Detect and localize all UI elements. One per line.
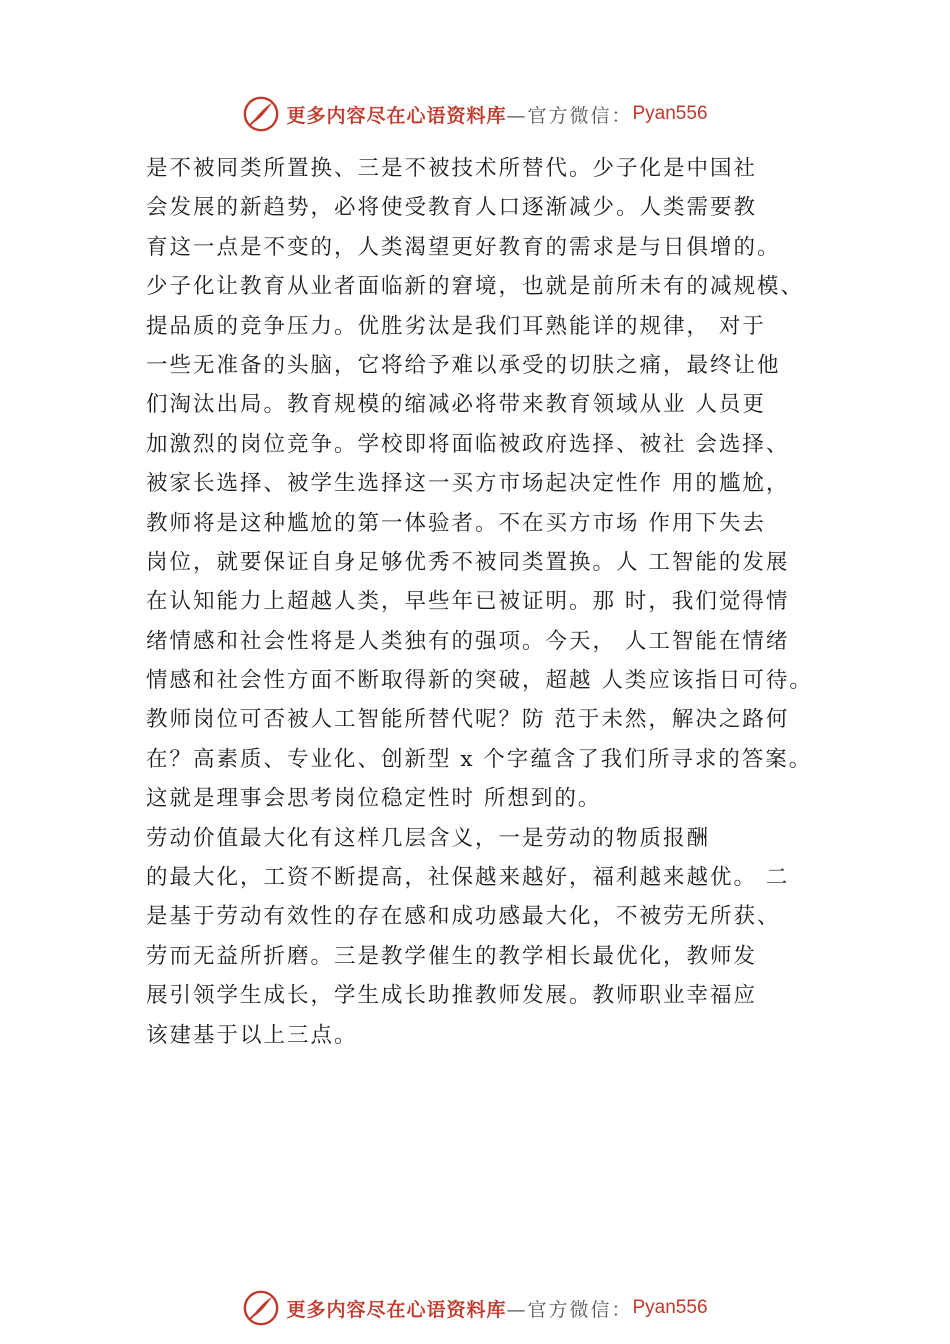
document-body	[146, 149, 866, 1055]
text-line: 这就是理事会思考岗位稳定性时 所想到的。	[146, 786, 602, 812]
quill-logo-icon	[242, 1289, 280, 1327]
text-line: 们淘汰出局。教育规模的缩减必将带来教育领域从业 人员更	[146, 392, 766, 418]
banner-wechat-id: Pyan556	[632, 103, 708, 124]
text-line: 是基于劳动有效性的存在感和成功感最大化，不被劳无所获、	[146, 904, 781, 930]
header-watermark-banner	[0, 92, 950, 136]
text-line: 教师将是这种尴尬的第一体验者。不在买方市场 作用下失去	[146, 510, 766, 536]
text-line: 会发展的新趋势，必将使受教育人口逐渐减少。人类需要教	[146, 195, 758, 221]
text-line: 是不被同类所置换、三是不被技术所替代。少子化是中国社	[146, 156, 758, 181]
banner-site-name: 更多内容尽在心语资料库	[286, 104, 507, 127]
banner-site-name: 更多内容尽在心语资料库	[286, 1298, 507, 1321]
text-line: 育这一点是不变的，人类渴望更好教育的需求是与日俱增的。	[146, 234, 781, 260]
text-line: 劳而无益所折磨。三是教学催生的教学相长最优化，教师发	[146, 943, 758, 969]
text-line: 教师岗位可否被人工智能所替代呢？防 范于未然，解决之路何	[146, 707, 790, 733]
quill-logo-icon	[242, 95, 280, 133]
text-line: 少子化让教育从业者面临新的窘境，也就是前所未有的减规模、	[146, 274, 805, 300]
text-line: 绪情感和社会性将是人类独有的强项。今天， 人工智能在情绪	[146, 628, 790, 654]
text-line: 情感和社会性方面不断取得新的突破，超越 人类应该指日可待。	[146, 668, 813, 694]
text-line: 岗位，就要保证自身足够优秀不被同类置换。人 工智能的发展	[146, 549, 790, 575]
banner-wechat-label: —官方微信：	[506, 1298, 633, 1321]
text-line: 被家长选择、被学生选择这一买方市场起决定性作 用的尴尬，	[146, 471, 790, 497]
text-line: 展引领学生成长，学生成长助推教师发展。教师职业幸福应	[146, 983, 758, 1009]
text-line: 该建基于以上三点。	[146, 1022, 358, 1048]
text-line: 在认知能力上超越人类，早些年已被证明。那 时，我们觉得情	[146, 589, 790, 615]
text-line: 提品质的竞争压力。优胜劣汰是我们耳熟能详的规律， 对于	[146, 313, 766, 339]
text-line: 一些无准备的头脑，它将给予难以承受的切肤之痛，最终让他	[146, 352, 781, 378]
banner-wechat-id: Pyan556	[632, 1297, 708, 1318]
footer-watermark-banner	[0, 1286, 950, 1330]
banner-wechat-label: —官方微信：	[506, 104, 633, 127]
text-line: 加激烈的岗位竞争。学校即将面临被政府选择、被社 会选择、	[146, 431, 790, 457]
text-line: 的最大化，工资不断提高，社保越来越好，福利越来越优。 二	[146, 865, 790, 891]
text-line: 劳动价值最大化有这样几层含义，一是劳动的物质报酬	[146, 825, 711, 851]
text-line: 在？高素质、专业化、创新型 x 个字蕴含了我们所寻求的答案。	[146, 746, 813, 772]
